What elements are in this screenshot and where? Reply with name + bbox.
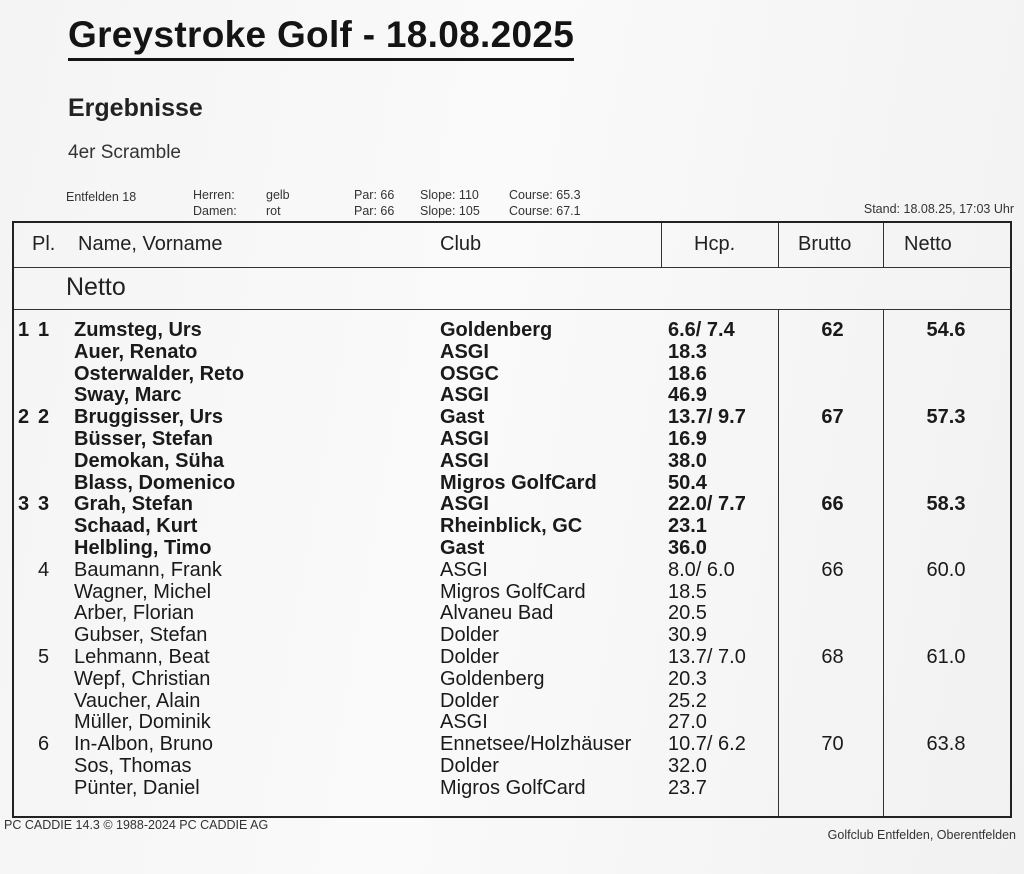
row-club: Dolder: [440, 690, 499, 712]
row-club: Migros GolfCard: [440, 472, 597, 494]
col-header-club: Club: [440, 233, 482, 255]
row-hcp: 27.0: [668, 711, 707, 734]
row-place: 3: [38, 493, 50, 516]
game-mode: 4er Scramble: [68, 142, 181, 163]
row-netto: 57.3: [926, 406, 966, 429]
row-brutto: 62: [821, 319, 844, 341]
table-row: [14, 320, 1010, 342]
row-name: Wagner, Michel: [74, 580, 212, 603]
table-row: [14, 385, 1010, 407]
row-name: Vaucher, Alain: [74, 689, 201, 712]
footer-club: Golfclub Entfelden, Oberentfelden: [827, 828, 1016, 842]
row-place: 6: [38, 733, 50, 756]
row-hcp: 18.6: [668, 362, 707, 385]
row-hcp: 46.9: [668, 384, 707, 407]
table-body: [14, 320, 1010, 800]
row-name: Sos, Thomas: [74, 754, 192, 777]
row-club: OSGC: [440, 363, 499, 385]
row-club: Gast: [440, 537, 485, 559]
col-divider: [661, 223, 662, 267]
row-hcp: 13.7/ 9.7: [668, 406, 746, 429]
col-header-brutto: Brutto: [798, 233, 852, 255]
table-row: [14, 516, 1010, 538]
table-row: [14, 560, 1010, 582]
col-header-name: Name, Vorname: [78, 233, 223, 255]
row-brutto: 66: [821, 558, 844, 581]
row-club: ASGI: [440, 428, 489, 450]
row-netto: 61.0: [926, 645, 966, 668]
row-name: Büsser, Stefan: [74, 427, 213, 450]
table-row: [14, 494, 1010, 516]
row-club: Alvaneu Bad: [440, 603, 554, 625]
row-club: Rheinblick, GC: [440, 516, 583, 538]
row-name: Grah, Stefan: [74, 493, 193, 516]
row-name: Baumann, Frank: [74, 558, 222, 581]
damen-par: Par: 66: [354, 204, 395, 218]
row-netto: 58.3: [926, 493, 966, 516]
page-title: Greystroke Golf - 18.08.2025: [68, 14, 574, 61]
table-row: [14, 538, 1010, 560]
row-name: Helbling, Timo: [74, 536, 212, 559]
table-row: [14, 778, 1010, 800]
row-club: Migros GolfCard: [440, 581, 586, 603]
row-brutto: 67: [821, 406, 844, 429]
row-brutto: 70: [821, 733, 844, 756]
row-hcp: 50.4: [668, 471, 707, 494]
results-table: [12, 221, 1012, 818]
row-name: Zumsteg, Urs: [74, 319, 202, 341]
col-divider: [778, 223, 779, 267]
table-row: [14, 712, 1010, 734]
row-club: ASGI: [440, 341, 489, 363]
damen-tee-color: rot: [266, 204, 281, 218]
row-club: Ennetsee/Holzhäuser: [440, 734, 632, 756]
row-hcp: 38.0: [668, 449, 707, 472]
table-row: [14, 756, 1010, 778]
row-name: Bruggisser, Urs: [74, 406, 223, 429]
row-name: Arber, Florian: [74, 602, 195, 625]
herren-tee-color: gelb: [266, 188, 290, 202]
col-divider: [883, 223, 884, 267]
row-club: Dolder: [440, 625, 499, 647]
row-club: ASGI: [440, 450, 489, 472]
row-name: Sway, Marc: [74, 384, 182, 407]
row-name: Gubser, Stefan: [74, 624, 208, 647]
row-place: 4: [38, 558, 50, 581]
footer-software: PC CADDIE 14.3 © 1988-2024 PC CADDIE AG: [4, 818, 269, 832]
table-row: [14, 691, 1010, 713]
row-club: Migros GolfCard: [440, 777, 586, 799]
row-hcp: 25.2: [668, 689, 707, 712]
row-hcp: 20.3: [668, 667, 707, 690]
herren-slope: Slope: 110: [420, 188, 479, 202]
row-netto: 63.8: [926, 733, 966, 756]
table-row: [14, 407, 1010, 429]
row-hcp: 23.7: [668, 776, 707, 799]
row-hcp: 13.7/ 7.0: [668, 645, 746, 668]
damen-label: Damen:: [193, 204, 237, 218]
row-name: Wepf, Christian: [74, 667, 211, 690]
row-place: 1: [38, 319, 50, 341]
herren-label: Herren:: [193, 188, 235, 202]
row-club: ASGI: [440, 385, 489, 407]
table-header: [14, 223, 1010, 268]
col-header-netto: Netto: [904, 233, 952, 255]
row-name: In-Albon, Bruno: [74, 733, 213, 756]
row-club: Dolder: [440, 646, 499, 668]
course-name: Entfelden 18: [66, 190, 137, 204]
row-hcp: 6.6/ 7.4: [668, 319, 735, 341]
row-netto: 54.6: [926, 319, 966, 341]
row-name: Lehmann, Beat: [74, 645, 210, 668]
col-header-hcp: Hcp.: [694, 233, 736, 255]
row-hcp: 16.9: [668, 427, 707, 450]
row-name: Müller, Dominik: [74, 711, 211, 734]
table-row: [14, 625, 1010, 647]
row-hcp: 18.5: [668, 580, 707, 603]
table-row: [14, 603, 1010, 625]
row-hcp: 18.3: [668, 340, 707, 363]
table-row: [14, 669, 1010, 691]
row-rank: 1: [18, 319, 30, 341]
table-row: [14, 734, 1010, 756]
damen-slope: Slope: 105: [420, 204, 480, 218]
row-club: Goldenberg: [440, 320, 553, 341]
row-club: Dolder: [440, 755, 499, 777]
row-brutto: 66: [821, 493, 844, 516]
row-club: ASGI: [440, 494, 489, 516]
row-name: Blass, Domenico: [74, 471, 236, 494]
col-header-pl: Pl.: [32, 233, 56, 255]
row-club: ASGI: [440, 712, 488, 734]
row-name: Schaad, Kurt: [74, 515, 198, 538]
row-club: Goldenberg: [440, 668, 545, 690]
table-row: [14, 429, 1010, 451]
row-hcp: 36.0: [668, 536, 707, 559]
row-hcp: 23.1: [668, 515, 707, 538]
table-row: [14, 473, 1010, 495]
table-row: [14, 582, 1010, 604]
section-row: [14, 267, 1010, 310]
row-name: Auer, Renato: [74, 340, 198, 363]
herren-course-rating: Course: 65.3: [509, 188, 581, 202]
table-row: [14, 342, 1010, 364]
row-place: 2: [38, 406, 50, 429]
row-name: Pünter, Daniel: [74, 776, 200, 799]
row-hcp: 8.0/ 6.0: [668, 558, 735, 581]
page-subtitle: Ergebnisse: [68, 94, 203, 122]
row-hcp: 32.0: [668, 754, 707, 777]
row-hcp: 10.7/ 6.2: [668, 733, 746, 756]
herren-par: Par: 66: [354, 188, 395, 202]
row-place: 5: [38, 645, 50, 668]
row-name: Demokan, Süha: [74, 449, 225, 472]
row-rank: 2: [18, 406, 30, 429]
row-rank: 3: [18, 493, 30, 516]
row-hcp: 30.9: [668, 624, 707, 647]
row-hcp: 20.5: [668, 602, 707, 625]
table-row: [14, 647, 1010, 669]
row-club: ASGI: [440, 559, 488, 581]
table-row: [14, 451, 1010, 473]
status-timestamp: Stand: 18.08.25, 17:03 Uhr: [863, 202, 1014, 216]
damen-course-rating: Course: 67.1: [509, 204, 581, 218]
row-club: Gast: [440, 407, 485, 429]
row-name: Osterwalder, Reto: [74, 362, 245, 385]
row-netto: 60.0: [926, 558, 966, 581]
section-label: Netto: [66, 273, 126, 301]
row-brutto: 68: [821, 645, 844, 668]
row-hcp: 22.0/ 7.7: [668, 493, 746, 516]
table-row: [14, 364, 1010, 386]
